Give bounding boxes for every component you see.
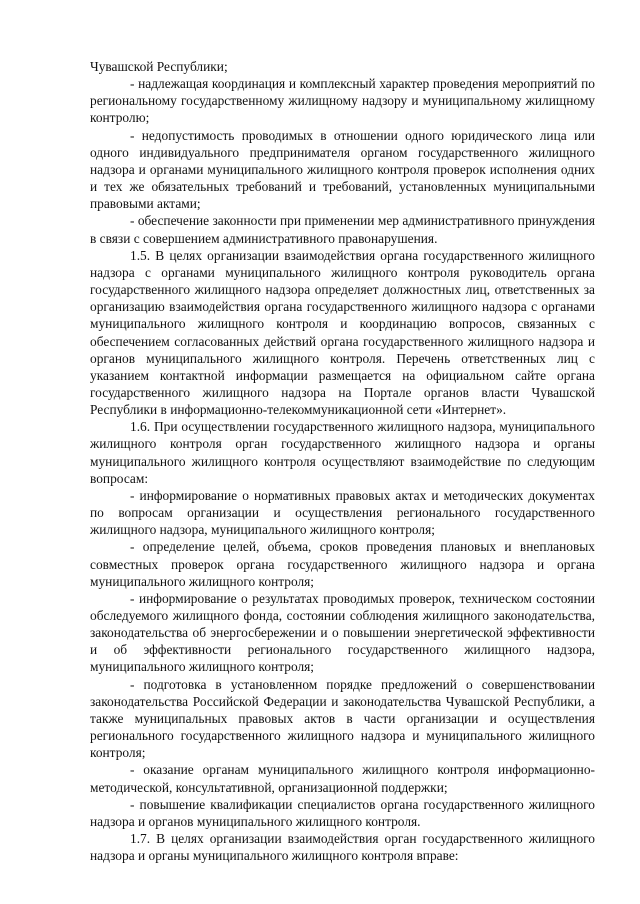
- text-paragraph: Чувашской Республики;: [90, 59, 228, 74]
- text-paragraph: 1.6. При осуществлении государственного жилищного надзора, муниципального жилищного контроля орган государственного жилищного надзора и органы муниципального жилищного контроля осуществляют взаимодействие по следующим вопросам:: [90, 419, 595, 486]
- text-paragraph: - информирование о результатах проводимых проверок, техническом состоянии обследуемого жилищного фонда, состоянии соблюдения жилищного законодательства, законодательства об энергосбережении и о повышении энергетической эффективности и об эффективности регионального государственного жилищного надзора, муниципального жилищного контроля;: [90, 590, 595, 675]
- text-paragraph: - обеспечение законности при применении мер административного принуждения в связи с совершением административного правонарушения.: [90, 213, 595, 246]
- document-page: [90, 58, 595, 864]
- text-paragraph: 1.5. В целях организации взаимодействия органа государственного жилищного надзора с органами муниципального жилищного контроля руководитель органа государственного жилищного надзора определяет должностных лиц, ответственных за организацию взаимодействия органа государственного жилищного надзора с органами муниципального жилищного контроля и координацию вопросов, связанных с обеспечением согласованных действий органа государственного жилищного надзора и органов муниципального жилищного контроля. Перечень ответственных лиц с указанием контактной информации размещается на официальном сайте органа государственного жилищного надзора на Портале органов власти Чувашской Республики в информационно-телекоммуникационной сети «Интернет».: [90, 247, 595, 418]
- text-paragraph: - определение целей, объема, сроков проведения плановых и внеплановых совместных проверок органа государственного жилищного надзора и органа муниципального жилищного контроля;: [90, 539, 595, 589]
- text-paragraph: - повышение квалификации специалистов органа государственного жилищного надзора и органов муниципального жилищного контроля.: [90, 796, 595, 829]
- text-paragraph: - надлежащая координация и комплексный характер проведения мероприятий по региональному государственному жилищному надзору и муниципальному жилищному контролю;: [90, 76, 595, 126]
- text-paragraph: - информирование о нормативных правовых актах и методических документах по вопросам организации и осуществления регионального государственного жилищного надзора, муниципального жилищного контроля;: [90, 487, 595, 538]
- text-paragraph: - подготовка в установленном порядке предложений о совершенствовании законодательства Российской Федерации и законодательства Чувашской Республики, а также муниципальных правовых актов в части организации и осуществления регионального государственного жилищного надзора и муниципального жилищного контроля;: [90, 676, 595, 761]
- text-paragraph: - оказание органам муниципального жилищного контроля информационно-методической, консультативной, организационной поддержки;: [90, 762, 595, 795]
- text-paragraph: 1.7. В целях организации взаимодействия орган государственного жилищного надзора и органы муниципального жилищного контроля вправе:: [90, 831, 595, 864]
- text-paragraph: - недопустимость проводимых в отношении одного юридического лица или одного индивидуального предпринимателя органом государственного жилищного надзора и органами муниципального жилищного контроля проверок исполнения одних и тех же обязательных требований и требований, установленных муниципальными правовыми актами;: [90, 127, 595, 212]
